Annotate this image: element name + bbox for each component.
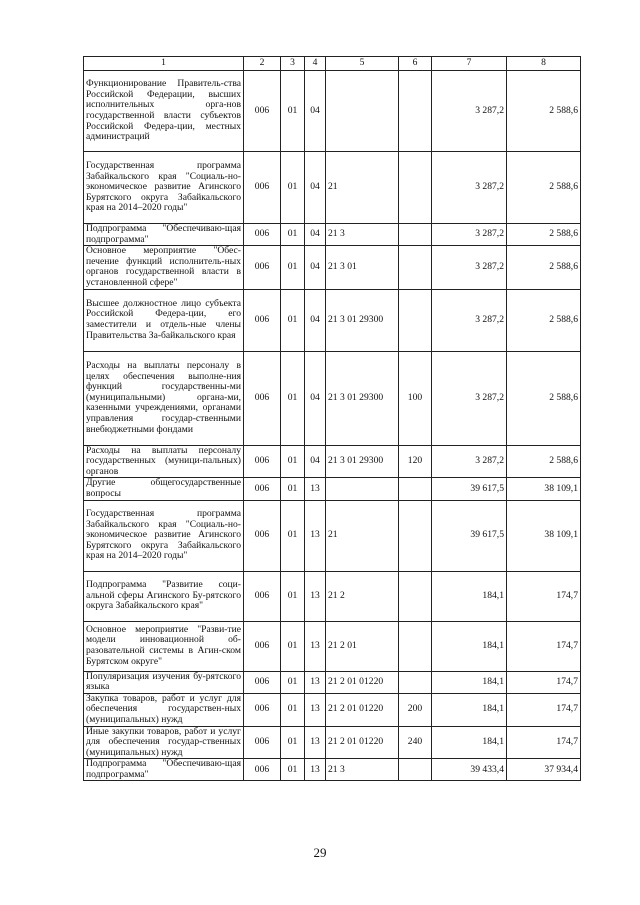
cell-section: 01 (281, 759, 305, 781)
cell-section: 01 (281, 621, 305, 671)
header-cell: 1 (84, 57, 244, 71)
cell-amount-1: 39 617,5 (432, 500, 507, 571)
header-cell: 4 (305, 57, 326, 71)
cell-target-article: 21 (326, 500, 399, 571)
cell-expense-type: 240 (399, 726, 432, 759)
cell-target-article: 21 2 01 01220 (326, 671, 399, 693)
budget-table (83, 56, 581, 781)
cell-ministry-code: 006 (244, 759, 281, 781)
cell-section: 01 (281, 246, 305, 289)
cell-amount-1: 3 287,2 (432, 351, 507, 445)
cell-ministry-code: 006 (244, 571, 281, 621)
cell-target-article: 21 3 01 29300 (326, 289, 399, 351)
header-cell: 2 (244, 57, 281, 71)
cell-section: 01 (281, 726, 305, 759)
cell-expense-type (399, 671, 432, 693)
cell-expense-type (399, 759, 432, 781)
table-row (84, 71, 581, 152)
cell-ministry-code: 006 (244, 246, 281, 289)
cell-amount-1: 39 617,5 (432, 478, 507, 500)
cell-amount-2: 37 934,4 (507, 759, 581, 781)
header-cell: 6 (399, 57, 432, 71)
cell-subsection: 04 (305, 289, 326, 351)
row-name: Государственная программа Забайкальского края "Социаль-но-экономическое развитие Агинского Бурятского округа Забайкальского края на 2014–2020 годы" (84, 500, 244, 571)
cell-expense-type (399, 500, 432, 571)
cell-target-article (326, 71, 399, 152)
table-row (84, 246, 581, 289)
cell-subsection: 04 (305, 152, 326, 224)
cell-section: 01 (281, 693, 305, 726)
cell-subsection: 13 (305, 478, 326, 500)
cell-expense-type (399, 571, 432, 621)
row-name: Основное мероприятие "Обес-печение функций исполнитель-ных органов государственной власти в установленной сфере" (84, 246, 244, 289)
cell-amount-1: 184,1 (432, 726, 507, 759)
cell-amount-2: 2 588,6 (507, 289, 581, 351)
cell-subsection: 13 (305, 693, 326, 726)
cell-amount-1: 39 433,4 (432, 759, 507, 781)
table-row (84, 152, 581, 224)
table-row (84, 500, 581, 571)
row-name: Расходы на выплаты персоналу государственных (муници-пальных) органов (84, 445, 244, 478)
cell-amount-1: 3 287,2 (432, 224, 507, 246)
cell-expense-type: 100 (399, 351, 432, 445)
cell-target-article: 21 2 01 01220 (326, 726, 399, 759)
cell-subsection: 13 (305, 671, 326, 693)
cell-amount-2: 174,7 (507, 671, 581, 693)
cell-amount-2: 38 109,1 (507, 478, 581, 500)
cell-ministry-code: 006 (244, 152, 281, 224)
cell-target-article: 21 3 01 (326, 246, 399, 289)
row-name: Функционирование Правитель-ства Российской Федерации, высших исполнительных орга-нов государственной власти субъектов Российской Федера-ции, местных администраций (84, 71, 244, 152)
cell-amount-1: 3 287,2 (432, 71, 507, 152)
row-name: Расходы на выплаты персоналу в целях обеспечения выполне-ния функций государственны-ми (муниципальными) органа-ми, казенными учреждениями, органами управления государ-ственными внебюджетными фондами (84, 351, 244, 445)
row-name: Закупка товаров, работ и услуг для обеспечения государствен-ных (муниципальных) нужд (84, 693, 244, 726)
cell-section: 01 (281, 571, 305, 621)
row-name: Высшее должностное лицо субъекта Российской Федера-ции, его заместители и отдель-ные члены Правительства За-байкальского края (84, 289, 244, 351)
cell-amount-1: 184,1 (432, 571, 507, 621)
cell-expense-type (399, 246, 432, 289)
table-row (84, 693, 581, 726)
cell-target-article: 21 (326, 152, 399, 224)
header-cell: 5 (326, 57, 399, 71)
cell-section: 01 (281, 671, 305, 693)
cell-expense-type (399, 224, 432, 246)
cell-section: 01 (281, 152, 305, 224)
cell-expense-type (399, 621, 432, 671)
cell-target-article: 21 3 01 29300 (326, 445, 399, 478)
cell-expense-type (399, 478, 432, 500)
cell-amount-2: 2 588,6 (507, 71, 581, 152)
row-name: Подпрограмма "Обеспечиваю-щая подпрограмма" (84, 224, 244, 246)
cell-amount-1: 3 287,2 (432, 152, 507, 224)
cell-amount-1: 184,1 (432, 693, 507, 726)
cell-expense-type: 200 (399, 693, 432, 726)
cell-subsection: 13 (305, 759, 326, 781)
page-number: 29 (313, 845, 327, 860)
cell-section: 01 (281, 289, 305, 351)
cell-target-article: 21 3 (326, 759, 399, 781)
cell-amount-1: 184,1 (432, 621, 507, 671)
cell-amount-2: 174,7 (507, 693, 581, 726)
row-name: Государственная программа Забайкальского края "Социаль-но-экономическое развитие Агинского Бурятского округа Забайкальского края на 2014–2020 годы" (84, 152, 244, 224)
row-name: Подпрограмма "Обеспечиваю-щая подпрограмма" (84, 759, 244, 781)
cell-expense-type (399, 152, 432, 224)
cell-subsection: 13 (305, 621, 326, 671)
cell-section: 01 (281, 500, 305, 571)
cell-amount-1: 3 287,2 (432, 246, 507, 289)
row-name: Иные закупки товаров, работ и услуг для обеспечения государ-ственных (муниципальных) нужд (84, 726, 244, 759)
cell-amount-1: 3 287,2 (432, 445, 507, 478)
row-name: Подпрограмма "Развитие соци-альной сферы Агинского Бу-рятского округа Забайкальского края" (84, 571, 244, 621)
cell-ministry-code: 006 (244, 478, 281, 500)
cell-amount-2: 2 588,6 (507, 351, 581, 445)
table-row (84, 759, 581, 781)
cell-subsection: 13 (305, 500, 326, 571)
cell-ministry-code: 006 (244, 726, 281, 759)
cell-ministry-code: 006 (244, 445, 281, 478)
cell-section: 01 (281, 71, 305, 152)
cell-amount-2: 2 588,6 (507, 246, 581, 289)
header-cell: 7 (432, 57, 507, 71)
cell-ministry-code: 006 (244, 500, 281, 571)
cell-amount-2: 174,7 (507, 726, 581, 759)
cell-amount-1: 3 287,2 (432, 289, 507, 351)
cell-subsection: 04 (305, 445, 326, 478)
cell-ministry-code: 006 (244, 289, 281, 351)
cell-subsection: 04 (305, 351, 326, 445)
cell-amount-2: 2 588,6 (507, 152, 581, 224)
row-name: Основное мероприятие "Разви-тие модели инновационной об-разовательной системы в Агин-ском Бурятском округе" (84, 621, 244, 671)
row-name: Популяризация изучения бу-рятского языка (84, 671, 244, 693)
table-row (84, 445, 581, 478)
cell-ministry-code: 006 (244, 351, 281, 445)
table-row (84, 351, 581, 445)
table-row (84, 571, 581, 621)
cell-subsection: 13 (305, 726, 326, 759)
cell-section: 01 (281, 478, 305, 500)
cell-ministry-code: 006 (244, 671, 281, 693)
header-cell: 3 (281, 57, 305, 71)
row-name: Другие общегосударственные вопросы (84, 478, 244, 500)
cell-target-article: 21 3 01 29300 (326, 351, 399, 445)
header-row (84, 57, 581, 71)
table-row (84, 224, 581, 246)
table-row (84, 671, 581, 693)
cell-amount-1: 184,1 (432, 671, 507, 693)
table-row (84, 478, 581, 500)
cell-target-article: 21 3 (326, 224, 399, 246)
cell-expense-type (399, 289, 432, 351)
cell-ministry-code: 006 (244, 621, 281, 671)
cell-section: 01 (281, 224, 305, 246)
cell-expense-type: 120 (399, 445, 432, 478)
cell-amount-2: 174,7 (507, 621, 581, 671)
cell-target-article: 21 2 01 01220 (326, 693, 399, 726)
cell-section: 01 (281, 351, 305, 445)
cell-subsection: 04 (305, 246, 326, 289)
cell-target-article: 21 2 (326, 571, 399, 621)
cell-amount-2: 2 588,6 (507, 445, 581, 478)
cell-amount-2: 38 109,1 (507, 500, 581, 571)
cell-subsection: 13 (305, 571, 326, 621)
cell-ministry-code: 006 (244, 224, 281, 246)
cell-subsection: 04 (305, 71, 326, 152)
cell-target-article (326, 478, 399, 500)
cell-target-article: 21 2 01 (326, 621, 399, 671)
cell-ministry-code: 006 (244, 693, 281, 726)
cell-ministry-code: 006 (244, 71, 281, 152)
cell-subsection: 04 (305, 224, 326, 246)
cell-expense-type (399, 71, 432, 152)
table-row (84, 621, 581, 671)
cell-amount-2: 174,7 (507, 571, 581, 621)
cell-amount-2: 2 588,6 (507, 224, 581, 246)
table-row (84, 289, 581, 351)
header-cell: 8 (507, 57, 581, 71)
cell-section: 01 (281, 445, 305, 478)
table-row (84, 726, 581, 759)
